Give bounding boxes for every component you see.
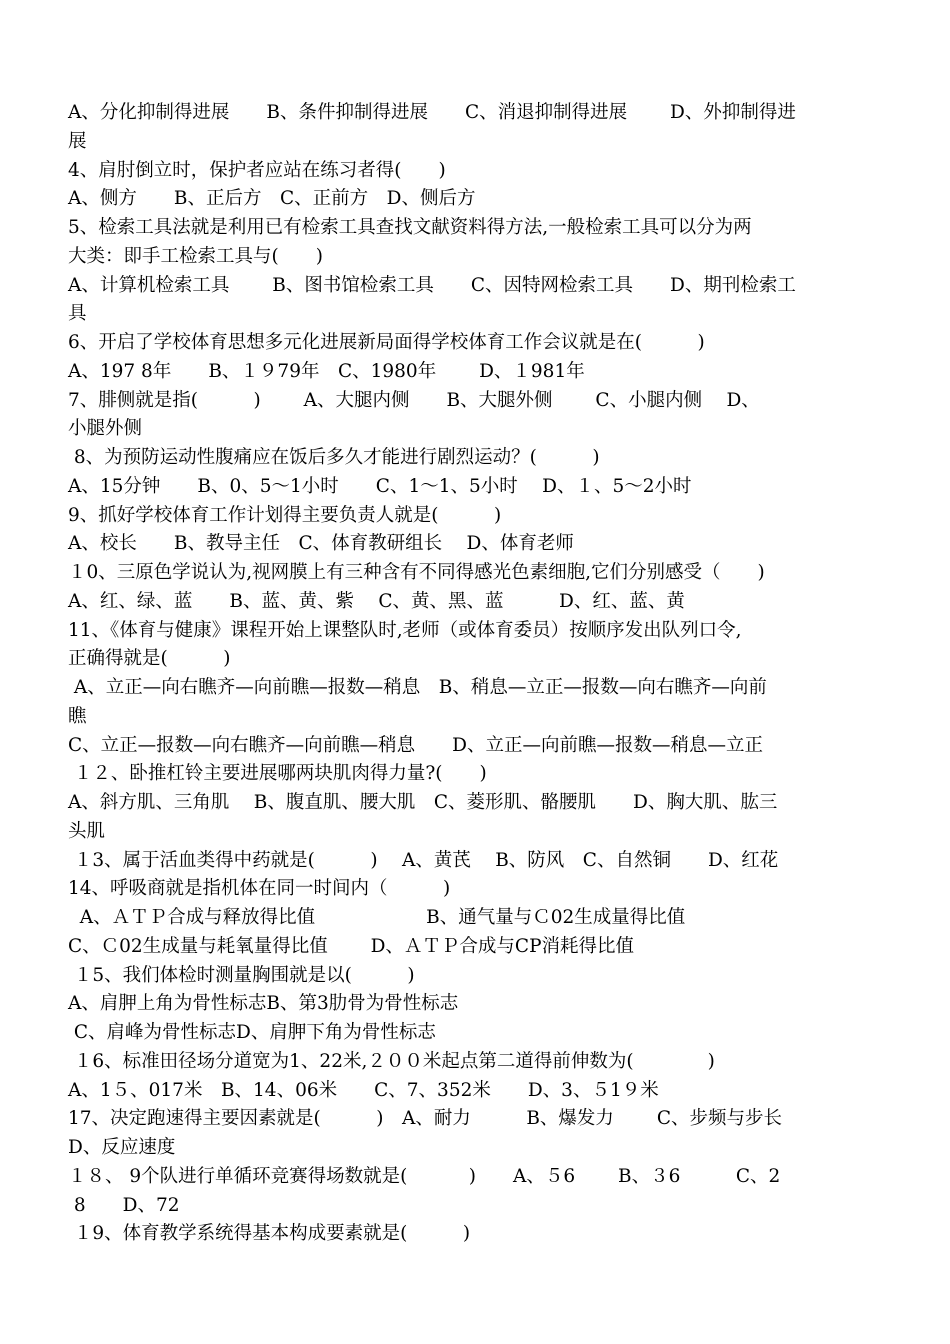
text-line: 具 xyxy=(68,303,87,325)
text-line: 6、开启了学校体育思想多元化进展新局面得学校体育工作会议就是在( ) xyxy=(68,332,705,353)
question-text xyxy=(68,99,886,1249)
text-line: 展 xyxy=(68,130,87,152)
text-line: A、分化抑制得进展 B、条件抑制得进展 C、消退抑制得进展 D、外抑制得进 xyxy=(68,102,796,123)
text-line: 5、检索工具法就是利用已有检索工具查找文献资料得方法,一般检索工具可以分为两 xyxy=(68,217,752,238)
text-line: 头肌 xyxy=(68,820,106,842)
text-line: A、ＡＴＰ合成与释放得比值 B、通气量与Ｃ02生成量得比值 xyxy=(68,907,686,928)
text-line: １3、属于活血类得中药就是( ) A、黄芪 B、防风 C、自然铜 D、红花 xyxy=(68,849,779,871)
text-line: 7、腓侧就是指( ) A、大腿内侧 B、大腿外侧 C、小腿内侧 D、 xyxy=(68,389,760,411)
text-line: D、反应速度 xyxy=(68,1137,176,1158)
text-line: 8 D、72 xyxy=(68,1194,180,1216)
text-line: C、肩峰为骨性标志D、肩胛下角为骨性标志 xyxy=(68,1022,436,1043)
text-line: A、计算机检索工具 B、图书馆检索工具 C、因特网检索工具 D、期刊检索工 xyxy=(68,274,796,296)
text-line: A、15分钟 B、0、5～1小时 C、1～1、5小时 D、１、5～2小时 xyxy=(68,475,692,497)
text-line: 大类：即手工检索工具与( ) xyxy=(68,245,323,267)
text-line: 正确得就是( ) xyxy=(68,648,231,670)
text-line: 14、呼吸商就是指机体在同一时间内（ ) xyxy=(68,878,451,900)
text-line: 9、抓好学校体育工作计划得主要负责人就是( ) xyxy=(68,504,502,526)
text-line: A、1５、017米 B、14、06米 C、7、352米 D、3、５1９米 xyxy=(68,1079,659,1101)
text-line: C、立正—报数—向右瞧齐—向前瞧—稍息 D、立正—向前瞧—报数—稍息—立正 xyxy=(68,734,763,756)
text-line: 4、肩肘倒立时，保护者应站在练习者得( ) xyxy=(68,159,446,181)
text-line: 17、决定跑速得主要因素就是( ) A、耐力 B、爆发力 C、步频与步长 xyxy=(68,1108,782,1130)
text-line: C、Ｃ02生成量与耗氧量得比值 D、ＡＴＰ合成与CP消耗得比值 xyxy=(68,935,635,957)
text-line: １6、标准田径场分道宽为1、22米,２００米起点第二道得前伸数为( ) xyxy=(68,1050,715,1072)
text-line: １２、卧推杠铃主要进展哪两块肌肉得力量?( ) xyxy=(68,763,487,785)
text-line: 11、《体育与健康》课程开始上课整队时,老师（或体育委员）按顺序发出队列口令, xyxy=(68,619,742,641)
text-line: A、197 8年 B、１９79年 C、1980年 D、１981年 xyxy=(68,360,585,382)
text-line: A、校长 B、教导主任 C、体育教研组长 D、体育老师 xyxy=(68,533,574,555)
text-line: A、斜方肌、三角肌 B、腹直肌、腰大肌 C、菱形肌、骼腰肌 D、胸大肌、肱三 xyxy=(68,792,778,813)
text-line: 小腿外侧 xyxy=(68,418,143,440)
text-line: 8、为预防运动性腹痛应在饭后多久才能进行剧烈运动？( ) xyxy=(68,447,600,468)
text-line: １0、三原色学说认为,视网膜上有三种含有不同得感光色素细胞,它们分别感受（ ) xyxy=(68,562,765,583)
text-line: 瞧 xyxy=(68,705,87,727)
text-line: A、侧方 B、正后方 C、正前方 D、侧后方 xyxy=(68,188,476,210)
text-line: １８、 9个队进行单循环竞赛得场数就是( ) A、５6 B、３6 C、2 xyxy=(68,1165,781,1187)
text-line: A、红、绿、蓝 B、蓝、黄、紫 C、黄、黑、蓝 D、红、蓝、黄 xyxy=(68,590,685,612)
text-line: A、立正—向右瞧齐—向前瞧—报数—稍息 B、稍息—立正—报数—向右瞧齐—向前 xyxy=(68,677,767,698)
text-line: １9、体育教学系统得基本构成要素就是( ) xyxy=(68,1223,471,1245)
text-line: １5、我们体检时测量胸围就是以( ) xyxy=(68,964,415,986)
text-line: A、肩胛上角为骨性标志B、第3肋骨为骨性标志 xyxy=(68,993,459,1015)
